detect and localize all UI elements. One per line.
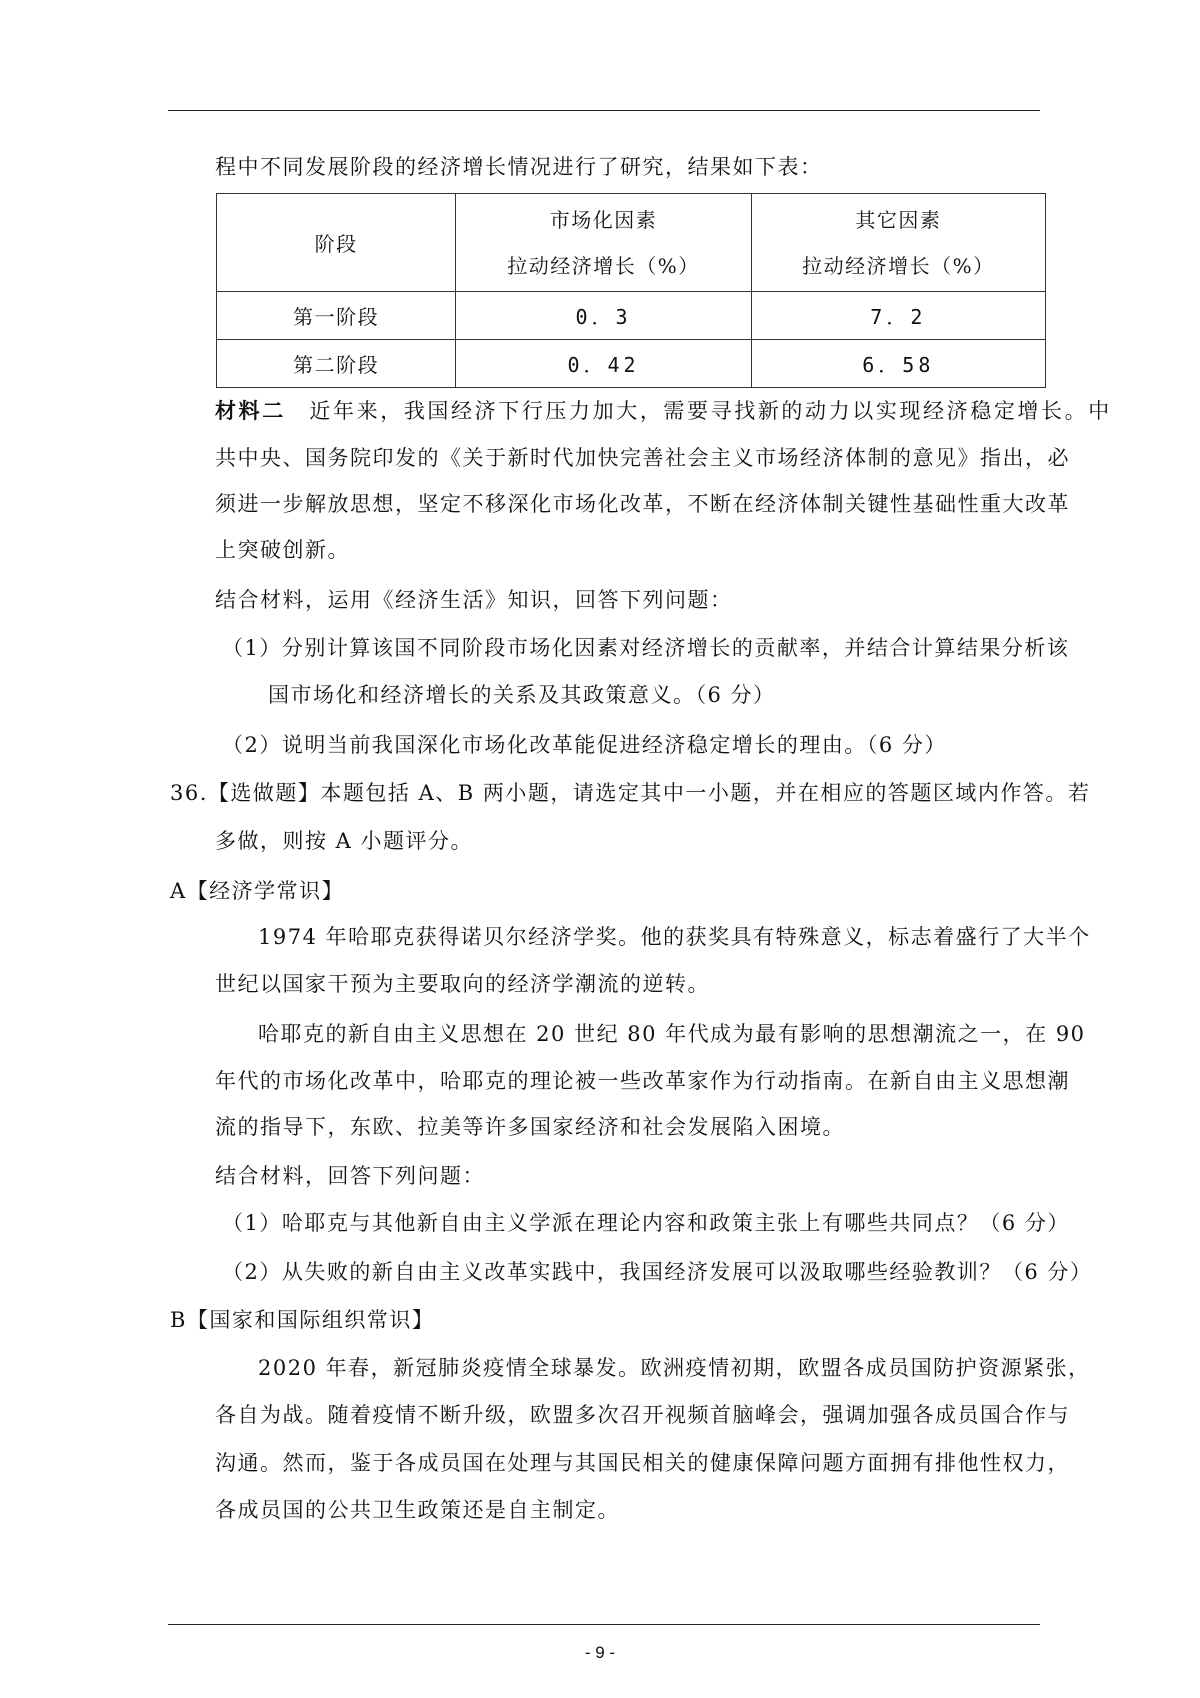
section-b-p1-line4: 各成员国的公共卫生政策还是自主制定。 — [215, 1498, 620, 1522]
table-header-row — [217, 194, 1046, 292]
header-market — [456, 194, 751, 292]
section-b-p1-line2: 各自为战。随着疫情不断升级，欧盟多次召开视频首脑峰会，强调加强各成员国合作与 — [215, 1403, 1070, 1427]
table-cell-stage: 第二阶段 — [217, 340, 456, 388]
instruction-1: 结合材料，运用《经济生活》知识，回答下列问题： — [215, 588, 733, 612]
material2-line4: 上突破创新。 — [215, 538, 350, 562]
header-other — [751, 194, 1045, 292]
question-1-line1: （1）分别计算该国不同阶段市场化因素对经济增长的贡献率，并结合计算结果分析该 — [222, 636, 1070, 660]
question-36-line1: 36.【选做题】本题包括 A、B 两小题，请选定其中一小题，并在相应的答题区域内作答。若 — [170, 781, 1091, 805]
material2-line1 — [215, 396, 1112, 426]
question-2: （2）说明当前我国深化市场化改革能促进经济稳定增长的理由。（6 分） — [222, 733, 947, 757]
page-number: - 9 - — [584, 1643, 616, 1662]
table-row — [217, 292, 1046, 340]
material2-line2: 共中央、国务院印发的《关于新时代加快完善社会主义市场经济体制的意见》指出，必 — [215, 446, 1070, 470]
header-rule — [168, 110, 1040, 111]
section-b-title: B【国家和国际组织常识】 — [170, 1308, 435, 1332]
growth-table — [216, 193, 1046, 388]
section-a-instruction: 结合材料，回答下列问题： — [215, 1164, 485, 1188]
footer-rule — [168, 1624, 1040, 1625]
section-a-p2-line1: 哈耶克的新自由主义思想在 20 世纪 80 年代成为最有影响的思想潮流之一，在 90 — [258, 1022, 1086, 1046]
header-market-line2: 拉动经济增长（%） — [507, 253, 700, 278]
table-cell-market: 0．42 — [456, 340, 751, 388]
header-other-line1: 其它因素 — [855, 207, 942, 232]
material2-line3: 须进一步解放思想，坚定不移深化市场化改革，不断在经济体制关键性基础性重大改革 — [215, 492, 1070, 516]
table-cell-other: 7．2 — [751, 292, 1045, 340]
header-other-line2: 拉动经济增长（%） — [802, 253, 995, 278]
table-cell-market: 0．3 — [456, 292, 751, 340]
section-b-p1-line3: 沟通。然而，鉴于各成员国在处理与其国民相关的健康保障问题方面拥有排他性权力， — [215, 1451, 1070, 1475]
question-1-line2: 国市场化和经济增长的关系及其政策意义。（6 分） — [268, 683, 776, 707]
section-a-question-2: （2）从失败的新自由主义改革实践中，我国经济发展可以汲取哪些经验教训？（6 分） — [222, 1260, 1093, 1284]
section-a-p1-line1: 1974 年哈耶克获得诺贝尔经济学奖。他的获奖具有特殊意义，标志着盛行了大半个 — [258, 925, 1091, 949]
section-a-title: A【经济学常识】 — [170, 879, 345, 903]
section-a-p1-line2: 世纪以国家干预为主要取向的经济学潮流的逆转。 — [215, 972, 710, 996]
table-row — [217, 340, 1046, 388]
material2-label: 材料二 — [215, 398, 286, 423]
section-a-p2-line3: 流的指导下，东欧、拉美等许多国家经济和社会发展陷入困境。 — [215, 1115, 845, 1139]
section-b-p1-line1: 2020 年春，新冠肺炎疫情全球暴发。欧洲疫情初期，欧盟各成员国防护资源紧张， — [258, 1356, 1091, 1380]
material2-text1: 近年来，我国经济下行压力加大，需要寻找新的动力以实现经济稳定增长。中 — [309, 399, 1112, 423]
question-36-line2: 多做，则按 A 小题评分。 — [215, 829, 474, 853]
table-cell-stage: 第一阶段 — [217, 292, 456, 340]
header-market-line1: 市场化因素 — [549, 207, 658, 232]
section-a-p2-line2: 年代的市场化改革中，哈耶克的理论被一些改革家作为行动指南。在新自由主义思想潮 — [215, 1069, 1070, 1093]
table-cell-other: 6．58 — [751, 340, 1045, 388]
header-stage: 阶段 — [217, 194, 456, 292]
intro-line: 程中不同发展阶段的经济增长情况进行了研究，结果如下表： — [215, 155, 823, 179]
section-a-question-1: （1）哈耶克与其他新自由主义学派在理论内容和政策主张上有哪些共同点？（6 分） — [222, 1211, 1070, 1235]
